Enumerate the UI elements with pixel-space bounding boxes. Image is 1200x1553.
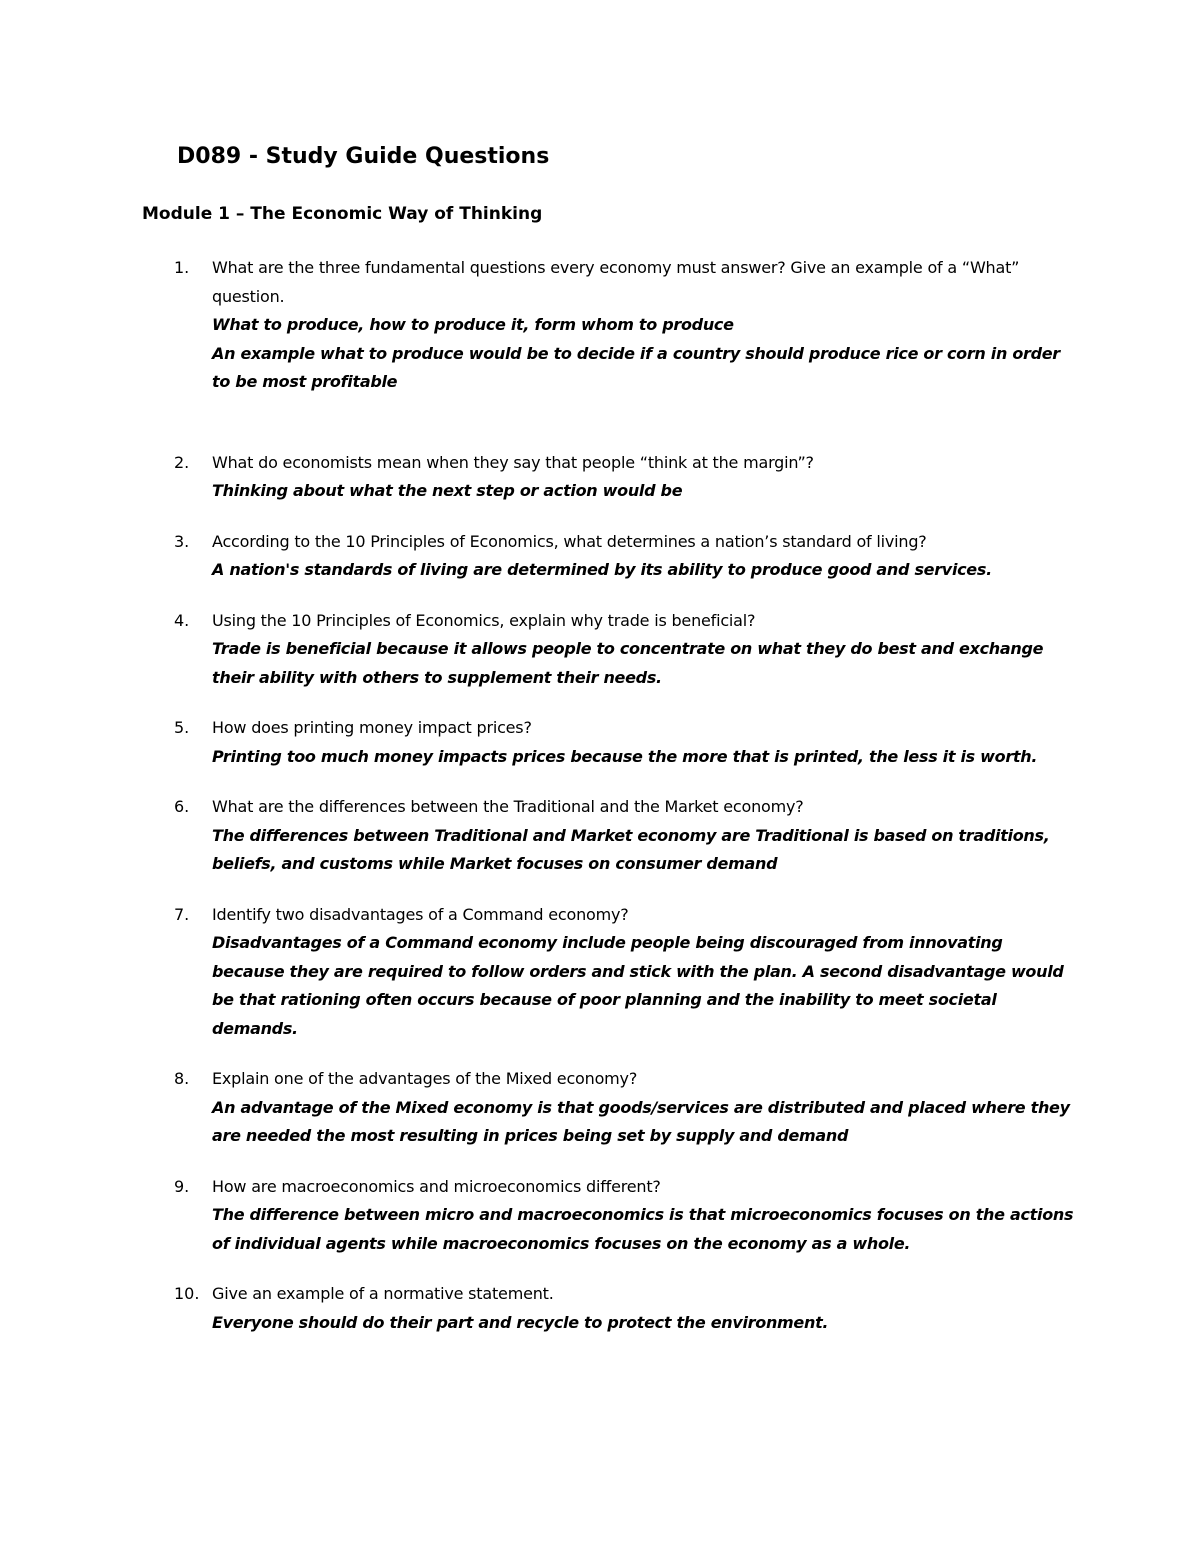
answer-text: Trade is beneficial because it allows people to concentrate on what they do best and exchange their ability with others to supplement their needs. [212, 639, 1044, 687]
document-title: D089 - Study Guide Questions [177, 144, 550, 169]
question-number: 1. [174, 258, 190, 277]
answer-text: Disadvantages of a Command economy include people being discouraged from innovating because they are required to follow orders and stick with the plan. A second disadvantage would be that rationing often occurs because of poor planning and the inability to meet societal demands. [212, 933, 1064, 1038]
question-number: 9. [174, 1176, 190, 1196]
question-text: What are the three fundamental questions every economy must answer? Give an example of a “What” question. [212, 258, 1020, 306]
question-text: Identify two disadvantages of a Command economy? [212, 904, 629, 924]
question-text: How does printing money impact prices? [212, 718, 532, 737]
question-text: What are the differences between the Traditional and the Market economy? [212, 797, 804, 816]
answer-text: What to produce, how to produce it, form whom to produce [212, 315, 734, 334]
question-item [160, 1280, 1080, 1337]
question-number: 8. [174, 1069, 190, 1088]
question-item [160, 607, 1080, 693]
question-item [160, 1173, 1080, 1259]
answer-text: Thinking about what the next step or action would be [212, 481, 683, 500]
question-number: 4. [174, 610, 190, 630]
answer-text: An advantage of the Mixed economy is that goods/services are distributed and placed where they are needed the most resulting in prices being set by supply and demand [212, 1097, 1070, 1145]
answer-text: The difference between micro and macroeconomics is that microeconomics focuses on the actions of individual agents while macroeconomics focuses on the economy as a whole. [212, 1205, 1074, 1253]
answer-text: The differences between Traditional and Market economy are Traditional is based on traditions, beliefs, and customs while Market focuses on consumer demand [212, 825, 1050, 873]
question-item [160, 901, 1080, 1044]
question-number: 5. [174, 718, 190, 737]
question-text: According to the 10 Principles of Economics, what determines a nation’s standard of living? [212, 531, 927, 551]
question-text: What do economists mean when they say that people “think at the margin”? [212, 452, 814, 472]
question-item [160, 449, 1080, 506]
question-text: How are macroeconomics and microeconomics different? [212, 1176, 661, 1196]
question-text: Give an example of a normative statement. [212, 1284, 554, 1303]
question-number: 3. [174, 531, 190, 551]
question-item [160, 254, 1080, 397]
answer-text: A nation's standards of living are determined by its ability to produce good and services. [212, 560, 992, 579]
question-text: Explain one of the advantages of the Mixed economy? [212, 1069, 638, 1088]
question-item [160, 714, 1080, 771]
question-number: 6. [174, 797, 190, 816]
question-list [160, 254, 1080, 1359]
question-number: 10. [174, 1284, 200, 1303]
question-number: 7. [174, 904, 190, 924]
question-item [160, 793, 1080, 879]
answer-text: Everyone should do their part and recycle to protect the environment. [212, 1312, 829, 1332]
question-item [160, 528, 1080, 585]
question-number: 2. [174, 452, 190, 472]
module-heading: Module 1 – The Economic Way of Thinking [142, 204, 543, 224]
question-item [160, 1065, 1080, 1151]
answer-text: Printing too much money impacts prices because the more that is printed, the less it is worth. [212, 746, 1038, 766]
answer-text: An example what to produce would be to decide if a country should produce rice or corn in order to be most profitable [212, 343, 1060, 391]
question-text: Using the 10 Principles of Economics, explain why trade is beneficial? [212, 610, 756, 630]
